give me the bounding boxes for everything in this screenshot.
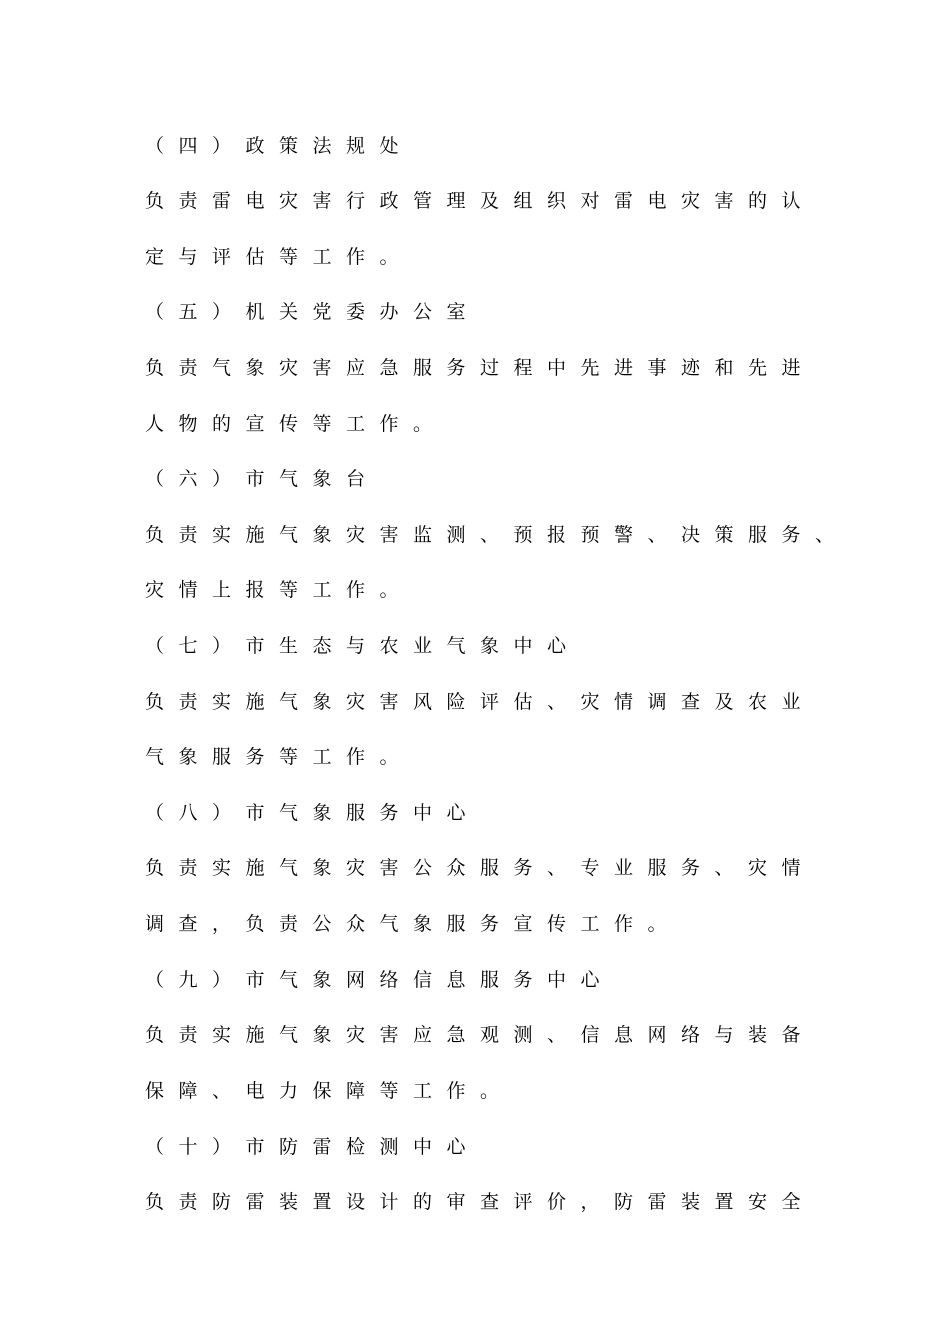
section-heading-5: （五）机关党委办公室 [145,301,481,323]
paragraph-line: 负责实施气象灾害风险评估、灾情调查及农业 [145,691,816,713]
paragraph-line: 调查，负责公众气象服务宣传工作。 [145,913,682,935]
paragraph-line: 负责实施气象灾害公众服务、专业服务、灾情 [145,857,816,879]
paragraph-line: 负责实施气象灾害应急观测、信息网络与装备 [145,1024,816,1046]
paragraph-line: 定与评估等工作。 [145,246,414,268]
paragraph-line: 气象服务等工作。 [145,746,414,768]
section-heading-6: （六）市气象台 [145,468,380,490]
paragraph-line: 负责气象灾害应急服务过程中先进事迹和先进 [145,357,816,379]
section-heading-10: （十）市防雷检测中心 [145,1136,481,1158]
paragraph-line: 灾情上报等工作。 [145,579,414,601]
section-heading-8: （八）市气象服务中心 [145,802,481,824]
section-heading-9: （九）市气象网络信息服务中心 [145,969,615,991]
paragraph-line: 保障、电力保障等工作。 [145,1080,514,1102]
paragraph-line: 负责防雷装置设计的审查评价，防雷装置安全 [145,1191,816,1213]
paragraph-line: 负责雷电灾害行政管理及组织对雷电灾害的认 [145,190,816,212]
section-heading-4: （四）政策法规处 [145,135,414,157]
paragraph-line: 负责实施气象灾害监测、预报预警、决策服务、 [145,524,849,546]
paragraph-line: 人物的宣传等工作。 [145,413,447,435]
section-heading-7: （七）市生态与农业气象中心 [145,635,581,657]
